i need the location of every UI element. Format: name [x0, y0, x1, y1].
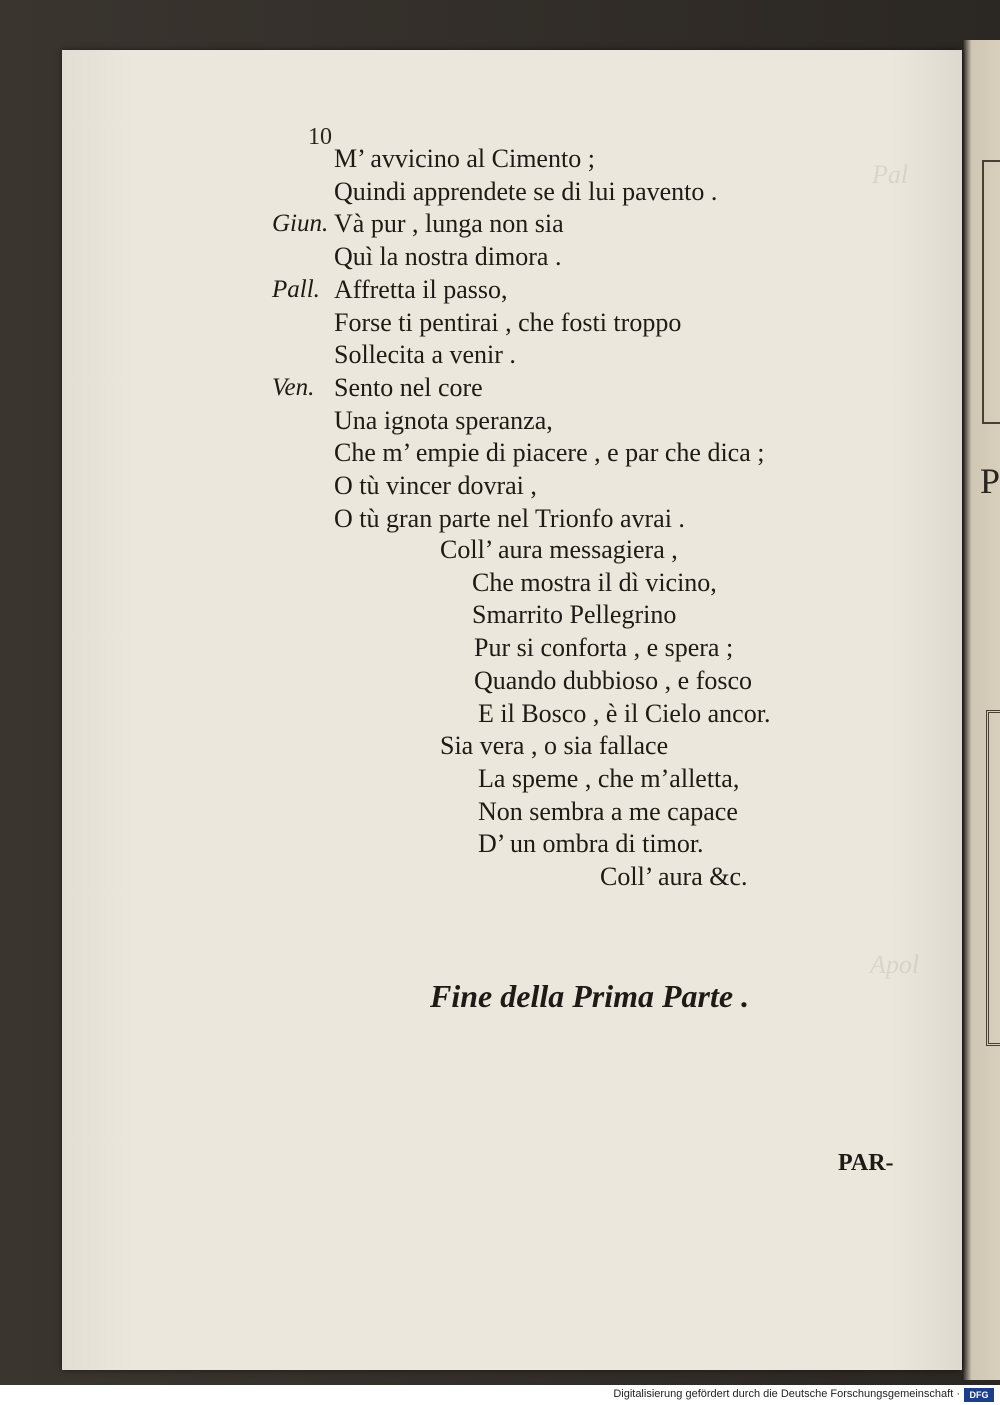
footer-bar: [0, 1385, 1000, 1405]
aria-line: La speme , che m’alletta,: [478, 764, 740, 793]
facing-page-border: [986, 710, 1000, 1046]
dfg-logo-icon: DFG: [964, 1388, 994, 1402]
verse-line: Forse ti pentirai , che fosti troppo: [334, 308, 682, 337]
footer-credit: Digitalisierung gefördert durch die Deutsche Forschungsgemeinschaft ·: [613, 1388, 960, 1400]
verse-line: Sollecita a venir .: [334, 340, 516, 369]
aria-line: Che mostra il dì vicino,: [472, 568, 717, 597]
facing-page-ornament: [982, 160, 1000, 424]
aria-line: E il Bosco , è il Cielo ancor.: [478, 699, 771, 728]
aria-line: Coll’ aura messagiera ,: [440, 535, 678, 564]
page-number: 10: [308, 124, 332, 150]
bleed-through: Apol: [870, 950, 920, 979]
aria-line: D’ un ombra di timor.: [478, 829, 704, 858]
verse-line: Sento nel core: [334, 373, 483, 402]
verse-line: Quì la nostra dimora .: [334, 242, 562, 271]
aria-line: Sia vera , o sia fallace: [440, 731, 669, 760]
catchword: PAR-: [838, 1150, 894, 1176]
verse-line: O tù gran parte nel Trionfo avrai .: [334, 504, 685, 533]
aria-line: Smarrito Pellegrino: [472, 600, 677, 629]
speaker-label: Ven.: [272, 374, 315, 401]
bleed-through: Pal: [872, 160, 909, 189]
facing-page-edge: [962, 40, 1000, 1380]
aria-line: Coll’ aura &c.: [600, 862, 748, 891]
aria-line: Quando dubbioso , e fosco: [474, 666, 753, 695]
section-ending: Fine della Prima Parte .: [430, 978, 750, 1014]
speaker-label: Pall.: [272, 276, 320, 303]
verse-line: M’ avvicino al Cimento ;: [334, 144, 595, 173]
speaker-label: Giun.: [272, 210, 329, 237]
aria-line: Pur si conforta , e spera ;: [474, 633, 734, 662]
verse-line: Quindi apprendete se di lui pavento .: [334, 177, 718, 206]
verse-line: O tù vincer dovrai ,: [334, 471, 537, 500]
facing-page-initial: P: [980, 461, 1000, 501]
verse-line: Và pur , lunga non sia: [334, 209, 564, 238]
verse-line: Affretta il passo,: [334, 275, 508, 304]
verse-line: Una ignota speranza,: [334, 406, 553, 435]
aria-line: Non sembra a me capace: [478, 797, 738, 826]
verse-line: Che m’ empie di piacere , e par che dica ;: [334, 438, 765, 467]
